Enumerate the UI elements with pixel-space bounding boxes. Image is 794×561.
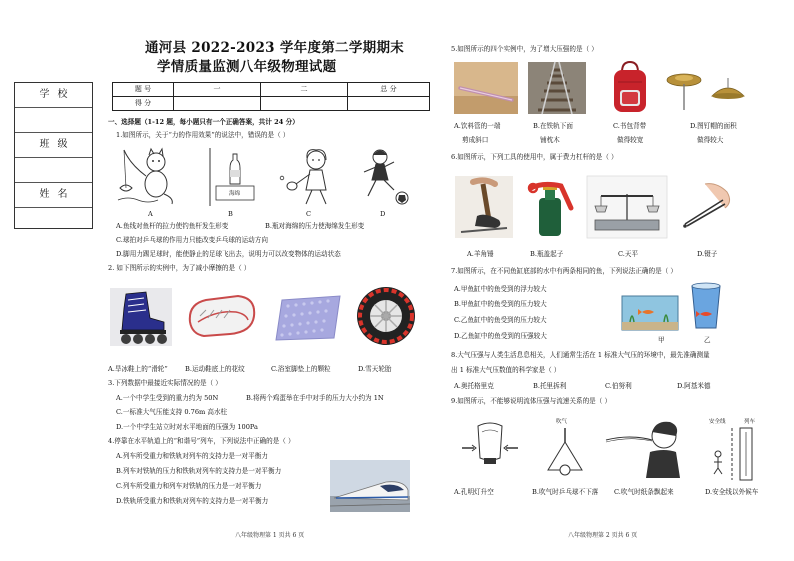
name-field[interactable]	[15, 208, 92, 232]
score-header-part1: 一	[174, 83, 261, 97]
q4-option-c[interactable]: C.列车所受重力和列车对铁轨的压力是一对平衡力	[116, 482, 262, 490]
footer-page-2: 八年级物理第 2 页共 6 页	[568, 532, 638, 539]
q9-option-a[interactable]: A.孔明灯升空	[454, 488, 494, 496]
q5-option-b-line1[interactable]: B.在铁轨下面	[533, 122, 573, 130]
school-label: 学校	[15, 83, 92, 108]
q2-stem: 2. 如下图所示的实例中，为了减小摩擦的是（ ）	[108, 264, 251, 272]
tweezers-image	[675, 180, 739, 236]
q5-option-a-line1[interactable]: A.饮料管的一端	[454, 122, 501, 130]
tank-jia-label: 甲	[658, 336, 665, 344]
class-label: 班级	[15, 133, 92, 158]
fish-tank-jia-image	[620, 288, 680, 332]
roller-skate-image	[110, 288, 172, 346]
q6-stem: 6.如图所示，下列工具的使用中，属于费力杠杆的是（ ）	[451, 153, 618, 161]
brass-pushpin-image	[708, 70, 748, 110]
q1-option-b[interactable]: B.瓶对海绵的压力使海绵发生形变	[265, 222, 365, 230]
q1-label-c: C	[306, 210, 312, 218]
exam-title-line2: 学情质量监测八年级物理试题	[157, 59, 337, 75]
q5-option-b-line2: 铺枕木	[540, 136, 560, 144]
q8-option-c[interactable]: C.伯努利	[605, 382, 632, 390]
q9-stem: 9.如图所示，不能够说明流体压强与流速关系的是（ ）	[451, 397, 612, 405]
q7-option-c[interactable]: C.乙鱼缸中的鱼受到的压力较大	[454, 316, 547, 324]
q2-option-c[interactable]: C.浴室脚垫上的颗粒	[271, 365, 331, 373]
q6-option-c[interactable]: C.天平	[618, 250, 639, 258]
safety-line-platform-figure	[700, 418, 760, 480]
q1-stem: 1.如图所示，关于“力的作用效果”的说法中，错误的是（ ）	[116, 131, 290, 139]
q8-option-a[interactable]: A.奥托格里克	[454, 382, 494, 390]
q7-option-d[interactable]: D.乙鱼缸中的鱼受到的压强较大	[454, 332, 547, 340]
score-cell-part2[interactable]	[261, 97, 348, 111]
q5-option-d-line2: 做得较大	[697, 136, 724, 144]
backpack-image	[608, 60, 652, 116]
q2-option-a[interactable]: A.旱冰鞋上的“滑轮”	[108, 365, 168, 373]
q6-option-b[interactable]: B.瓶盖起子	[530, 250, 564, 258]
q8-stem-line2: 出 1 标准大气压数值的科学家是（ ）	[451, 366, 561, 374]
q3-option-b[interactable]: B.将两个鸡蛋举在手中对手的压力大小约为 1N	[246, 394, 384, 402]
q5-option-c-line1[interactable]: C.书包背带	[613, 122, 647, 130]
q3-stem: 3.下列数据中最接近实际情况的是（ ）	[108, 379, 222, 387]
paper-strip-blowing-figure	[600, 418, 684, 480]
score-table	[112, 82, 430, 111]
q8-stem-line1: 8.大气压强与人类生活息息相关，人们通常生活在 1 标准大气压的环境中，最先准确测量	[451, 351, 710, 359]
score-cell-total[interactable]	[348, 97, 430, 111]
q8-option-b[interactable]: B.托里拆利	[533, 382, 567, 390]
q3-option-a[interactable]: A.一个中学生受到的重力约为 50N	[116, 394, 219, 402]
blow-air-label: 吹气	[556, 419, 568, 425]
q5-stem: 5.如图所示的四个实例中，为了增大压强的是（ ）	[451, 45, 598, 53]
q5-option-d-line1[interactable]: D.图钉帽的面积	[690, 122, 737, 130]
q4-option-b[interactable]: B.列车对铁轨的压力和铁轨对列车的支持力是一对平衡力	[116, 467, 282, 475]
q4-option-a[interactable]: A.列车所受重力和铁轨对列车的支持力是一对平衡力	[116, 452, 268, 460]
class-field[interactable]	[15, 158, 92, 183]
q1-label-a: A	[148, 210, 153, 218]
q4-option-d[interactable]: D.铁轨所受重力和铁轨对列车的支持力是一对平衡力	[116, 497, 269, 505]
claw-hammer-image	[455, 176, 513, 238]
q1-option-a[interactable]: A.鱼线对鱼杆的拉力使钓鱼杆发生形变	[116, 222, 229, 230]
score-header-total: 总 分	[348, 83, 430, 97]
q1-label-b: B	[228, 210, 233, 218]
q7-option-a[interactable]: A.甲鱼缸中的鱼受到的浮力较大	[454, 285, 547, 293]
bath-mat-image	[272, 290, 344, 344]
q7-option-b[interactable]: B.甲鱼缸中的鱼受到的压力较大	[454, 300, 547, 308]
section-1-heading: 一、选择题（1-12 题，每小题只有一个正确答案，共计 24 分）	[108, 118, 299, 126]
q1-option-d[interactable]: D.脚用力踢足球时，能使静止的足球飞出去，说明力可以改变物体的运动状态	[116, 250, 341, 258]
score-row-label: 得 分	[113, 97, 174, 111]
bottle-opener-image	[525, 178, 577, 236]
sky-lantern-figure	[458, 418, 522, 480]
q8-option-d[interactable]: D.阿基米德	[677, 382, 711, 390]
q4-stem: 4.停靠在水平轨道上的“和谐号”列车，下列说法中正确的是（ ）	[108, 437, 295, 445]
q9-option-d[interactable]: D.安全线以外候车	[705, 488, 759, 496]
balance-scale-image	[587, 176, 667, 238]
q6-option-a[interactable]: A.羊角锤	[467, 250, 494, 258]
fish-tank-yi-image	[688, 278, 724, 334]
exam-title-line1: 通河县 2022-2023 学年度第二学期期末	[145, 40, 405, 56]
q6-option-d[interactable]: D.镊子	[697, 250, 718, 258]
score-header-part2: 二	[261, 83, 348, 97]
student-info-box	[14, 82, 93, 229]
cat-fishing-figure	[118, 146, 184, 206]
q3-option-d[interactable]: D.一个中学生站立时对水平地面的压强为 100Pa	[116, 423, 258, 431]
straw-image	[454, 62, 518, 114]
safety-line-label: 安全线	[709, 419, 726, 425]
funnel-pingpong-figure	[538, 418, 592, 480]
name-label: 姓名	[15, 183, 92, 208]
school-field[interactable]	[15, 108, 92, 133]
q2-option-d[interactable]: D.雪天轮胎	[358, 365, 392, 373]
q1-label-d: D	[380, 210, 386, 218]
sneaker-sole-image	[186, 288, 258, 344]
sponge-label: 海绵	[229, 191, 241, 197]
train-label: 列车	[744, 419, 756, 425]
high-speed-train-image	[330, 460, 410, 512]
score-cell-part1[interactable]	[174, 97, 261, 111]
score-header-question: 题 号	[113, 83, 174, 97]
q9-option-b[interactable]: B.吹气时乒乓球不下落	[532, 488, 599, 496]
q7-stem: 7.如图所示，在不同鱼缸底部的水中有两条相同的鱼，下列说法正确的是（ ）	[451, 267, 677, 275]
footer-page-1: 八年级物理第 1 页共 6 页	[235, 532, 305, 539]
girl-table-tennis-figure	[276, 148, 342, 206]
railway-sleepers-image	[528, 62, 586, 114]
boy-kicking-ball-figure	[358, 148, 412, 208]
q5-option-c-line2: 做得较宽	[617, 136, 644, 144]
tank-yi-label: 乙	[704, 336, 711, 344]
q2-option-b[interactable]: B.运动鞋底上的花纹	[185, 365, 245, 373]
q3-option-c[interactable]: C.一标准大气压能支持 0.76m 高水柱	[116, 408, 228, 416]
q9-option-c[interactable]: C.吹气时纸条飘起来	[614, 488, 674, 496]
q1-option-c[interactable]: C.球拍对乒乓球的作用力只能改变乒乓球的运动方向	[116, 236, 268, 244]
thumbtack-image	[664, 66, 704, 114]
snow-tire-chain-image	[354, 284, 418, 348]
q5-option-a-line2: 剪成斜口	[462, 136, 489, 144]
